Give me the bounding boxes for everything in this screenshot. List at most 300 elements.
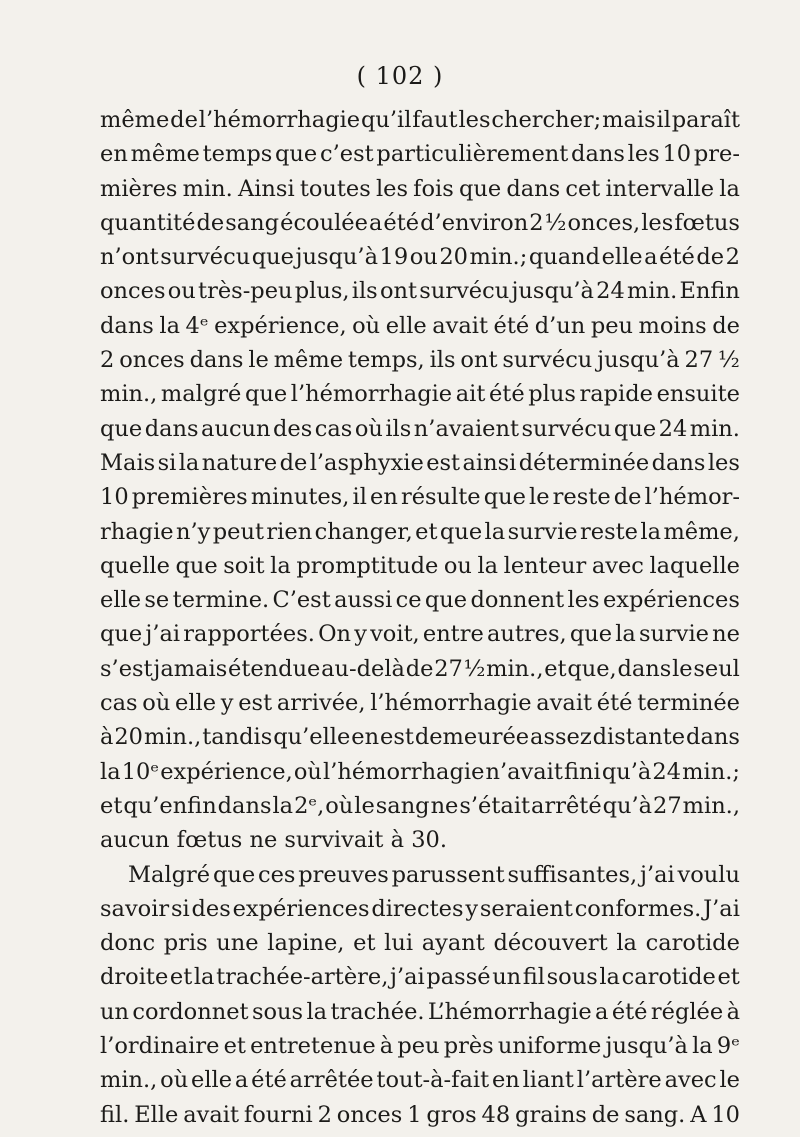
word: lenteur (503, 552, 587, 579)
word: ou (167, 278, 196, 305)
word: Enfin (679, 278, 740, 305)
word: fini (564, 758, 601, 785)
word: rapide (579, 381, 653, 408)
word: le (529, 484, 550, 511)
word: aucun (201, 415, 271, 442)
word: ou (443, 552, 472, 579)
word: la (616, 930, 637, 957)
word: min. (689, 415, 740, 442)
word: onces (119, 347, 185, 374)
text-line (100, 480, 740, 514)
word: arrivée, (276, 690, 366, 717)
text-line (100, 995, 740, 1029)
word: elle (601, 244, 643, 271)
word: été (251, 1067, 287, 1094)
word: de (170, 107, 198, 133)
word: onces, (567, 209, 641, 236)
word: survie (507, 518, 578, 545)
word: c’est (320, 141, 374, 168)
word: 10 (711, 1101, 740, 1128)
word: près (443, 1033, 494, 1060)
word: changer, (314, 518, 413, 545)
word: de (696, 244, 725, 271)
word: j’ai (145, 621, 181, 648)
word: si (170, 895, 190, 922)
word: l’hémorrhagie (290, 381, 453, 408)
word: trachée-artère, (216, 964, 389, 991)
word: où (352, 312, 381, 339)
word: même (100, 107, 170, 133)
word: que (251, 244, 294, 271)
word: ont (379, 278, 418, 305)
word: réglée (650, 998, 724, 1025)
word: ensuite (656, 381, 740, 408)
text-line (100, 755, 740, 789)
word: toutes (299, 175, 371, 202)
word: dans (686, 724, 740, 751)
word: la (477, 552, 499, 579)
word: l’asphyxie (309, 449, 424, 476)
word: d’environ (420, 209, 529, 236)
word: à (100, 724, 114, 751)
word: y (220, 690, 234, 717)
word: où (354, 415, 383, 442)
word: est (238, 690, 273, 717)
word: ait (455, 381, 486, 408)
word: ils (429, 347, 456, 374)
word: assez (530, 724, 592, 751)
text-line (100, 206, 740, 240)
word: 20 (439, 244, 468, 271)
word: terminée (637, 690, 740, 717)
word: Mais (100, 449, 156, 476)
word: déterminée (518, 449, 650, 476)
word: rhagie (100, 518, 174, 545)
word: l’hémorrhagie (370, 690, 532, 717)
word: y (354, 621, 367, 648)
word: a (644, 244, 658, 271)
word: donc (100, 930, 156, 957)
word: de (613, 484, 642, 511)
word: les (567, 587, 600, 614)
word: qu’elle (273, 724, 351, 751)
word: les (458, 107, 491, 133)
word: un (492, 964, 522, 991)
word: sang. (624, 1101, 686, 1128)
word: même (273, 347, 344, 374)
word: dans (144, 415, 199, 442)
word: ½ (718, 347, 740, 374)
word: rapportées. (183, 621, 315, 648)
word: 2 (725, 244, 740, 271)
word: arrêté (531, 792, 602, 819)
word: autres, (486, 621, 567, 648)
word: que (275, 141, 318, 168)
word: qu’à (602, 792, 653, 819)
word: et (717, 964, 740, 991)
word: sous (251, 998, 304, 1025)
word: lui (384, 930, 414, 957)
word: sous (546, 964, 598, 991)
word: plus, (294, 278, 350, 305)
word: été (493, 312, 530, 339)
word: 1 (407, 1101, 422, 1128)
word: étendue (228, 655, 321, 682)
word: particulièrement (376, 141, 569, 168)
word: peut (212, 518, 265, 545)
word: au-delà (321, 655, 405, 682)
word: reste (580, 518, 638, 545)
word: en (370, 484, 398, 511)
word: l’hémor- (644, 484, 740, 511)
text-line (100, 309, 740, 343)
text-line (100, 412, 740, 446)
word: la (178, 449, 200, 476)
text-line (100, 446, 740, 480)
word: est (380, 724, 414, 751)
word: été (611, 998, 648, 1025)
word: que (100, 415, 143, 442)
word: temps, (347, 347, 425, 374)
word: min., (100, 381, 158, 408)
word: avec (664, 1067, 717, 1094)
word: 10ᵉ (121, 758, 160, 785)
word: cet (565, 175, 601, 202)
word: résulte (400, 484, 481, 511)
word: la (193, 964, 215, 991)
word: ces (257, 861, 296, 888)
word: et (415, 518, 438, 545)
word: seraient (479, 895, 573, 922)
word: que (613, 415, 657, 442)
word: que (439, 518, 483, 545)
word: expériences (232, 895, 370, 922)
word: été (488, 381, 525, 408)
word: jusqu’à (295, 244, 378, 271)
word: Malgré (128, 861, 211, 888)
word: 4ᵉ (185, 312, 209, 339)
word: le (672, 655, 693, 682)
word: a (368, 209, 383, 236)
word: n’avaient (413, 415, 520, 442)
word: d’un (534, 312, 586, 339)
word: paraît (671, 107, 740, 133)
word: qu’à (601, 758, 652, 785)
word: où (325, 792, 354, 819)
text-line (100, 1029, 740, 1063)
word: jamais (153, 655, 228, 682)
word: à (726, 998, 740, 1025)
text-line (100, 652, 740, 686)
word: 9ᵉ (716, 1033, 740, 1060)
word: min., (682, 792, 740, 819)
word: 2 (100, 347, 115, 374)
text-line (100, 103, 740, 137)
text-line (100, 172, 740, 206)
word: le (248, 347, 269, 374)
word: ayant (421, 930, 485, 957)
word: 27 (434, 655, 463, 682)
text-line (100, 583, 740, 617)
body-text (100, 103, 740, 1132)
word: dans (100, 312, 154, 339)
word: uniforme (497, 1033, 602, 1060)
word: tout-à-fait (376, 1067, 490, 1094)
word: 20 (114, 724, 143, 751)
word: temps (202, 141, 273, 168)
word: minutes, (250, 484, 350, 511)
word: que (175, 552, 218, 579)
word: n’ont (100, 244, 159, 271)
word: de (712, 312, 740, 339)
word: un (100, 998, 129, 1025)
text-line (100, 892, 740, 926)
word: y (465, 895, 479, 922)
word: et (169, 964, 193, 991)
word: cas (100, 690, 138, 717)
word: le (354, 792, 375, 819)
word: même, (663, 518, 740, 545)
word: fourni (243, 1101, 313, 1128)
word: min.; (469, 244, 528, 271)
text-line (100, 240, 740, 274)
word: ou (409, 244, 438, 271)
word: survécu (419, 278, 510, 305)
word: de (405, 655, 434, 682)
word: été (383, 209, 420, 236)
word: min., (143, 724, 202, 751)
word: 24 (596, 278, 625, 305)
text-line (100, 549, 740, 583)
word: ce (395, 587, 422, 614)
word: survie (638, 621, 710, 648)
word: même (130, 141, 200, 168)
word: malgré (160, 381, 242, 408)
word: seul (693, 655, 740, 682)
word: fil (522, 964, 545, 991)
word: On (318, 621, 352, 648)
word: promptitude (296, 552, 439, 579)
word: laquelle (649, 552, 740, 579)
word: 48 (481, 1101, 511, 1128)
word: qu’enfin (123, 792, 217, 819)
word: premières (131, 484, 248, 511)
word: ½ (544, 209, 567, 236)
word: quand (528, 244, 601, 271)
word: la (640, 518, 662, 545)
word: il (352, 484, 367, 511)
word: la (159, 312, 180, 339)
word: suffisantes, (507, 861, 638, 888)
word: grains (515, 1101, 587, 1128)
word: dans (651, 449, 706, 476)
word: sang (375, 792, 430, 819)
word: min., (100, 1067, 158, 1094)
word: 27 (684, 347, 714, 374)
word: reste (552, 484, 611, 511)
word: quantité (100, 209, 196, 236)
word: avait (536, 690, 593, 717)
word: 24 (652, 758, 682, 785)
word: des (273, 415, 313, 442)
word: moins (638, 312, 707, 339)
word: ½ (463, 655, 486, 682)
word: elle (385, 312, 427, 339)
word: j’ai (389, 964, 425, 991)
word: a (595, 998, 609, 1025)
word: cas (314, 415, 353, 442)
word: j’ai (639, 861, 675, 888)
text-line (100, 686, 740, 720)
word: survécu (521, 415, 612, 442)
page-number: ( 102 ) (356, 62, 444, 90)
word: 10 (100, 484, 129, 511)
word: que (569, 621, 613, 648)
word: où (293, 758, 322, 785)
word: très-peu (198, 278, 293, 305)
word: nature (201, 449, 278, 476)
word: dans (217, 792, 272, 819)
word: Ainsi (237, 175, 295, 202)
word: droite (100, 964, 169, 991)
word: Elle (134, 1101, 179, 1128)
word: écoulée (280, 209, 368, 236)
word: la (692, 1033, 713, 1060)
text-line (100, 789, 740, 823)
word: ne (712, 621, 740, 648)
word: entretenue (250, 1033, 376, 1060)
word: en (100, 141, 128, 168)
word: l’ordinaire (100, 1033, 220, 1060)
word: min.; (682, 758, 740, 785)
word: directes (371, 895, 464, 922)
word: min. (182, 175, 233, 202)
word: faut (412, 107, 458, 133)
word: ne (430, 792, 459, 819)
word: la (599, 964, 620, 991)
word: que (424, 587, 468, 614)
word: 19 (379, 244, 409, 271)
word: une (216, 930, 259, 957)
word: des (191, 895, 231, 922)
word: peu (590, 312, 634, 339)
word: jusqu’à (511, 278, 594, 305)
word: 2 (529, 209, 544, 236)
word: A (690, 1101, 707, 1128)
word: quelle (100, 552, 170, 579)
word: découvert (493, 930, 608, 957)
word: liant (522, 1067, 574, 1094)
word: fil. (100, 1101, 130, 1128)
word: jusqu’à (597, 347, 680, 374)
word: en (351, 724, 380, 751)
word: été (596, 690, 633, 717)
word: la (484, 518, 506, 545)
word: l’artère (576, 1067, 662, 1094)
text-line (100, 960, 740, 994)
word: le (719, 1067, 740, 1094)
word: pre- (693, 141, 740, 168)
word: la (306, 998, 328, 1025)
word: savoir (100, 895, 170, 922)
word: 2ᵉ, (294, 792, 325, 819)
word: voulu (677, 861, 740, 888)
word: jusqu’à (605, 1033, 688, 1060)
word: la (719, 175, 740, 202)
word: les (707, 449, 740, 476)
word: et (544, 655, 567, 682)
word: demeurée (414, 724, 530, 751)
word: aussi (334, 587, 393, 614)
word: elle (100, 587, 142, 614)
word: voit, (370, 621, 420, 648)
word: pris (163, 930, 208, 957)
word: onces (336, 1101, 403, 1128)
text-line (100, 377, 740, 411)
word: de (591, 1101, 620, 1128)
word: ont (460, 347, 498, 374)
word: carotide (645, 930, 740, 957)
word: si (157, 449, 177, 476)
word: elle (175, 690, 217, 717)
word: et (100, 792, 123, 819)
text-line (100, 1063, 740, 1097)
word: où (142, 690, 171, 717)
word: que (244, 381, 288, 408)
word: J’ai (703, 895, 740, 922)
word: 24 (658, 415, 688, 442)
word: que (212, 861, 256, 888)
word: fois (413, 175, 454, 202)
word: où (160, 1067, 189, 1094)
word: lapine, (267, 930, 345, 957)
word: 27 (653, 792, 682, 819)
text-line (100, 137, 740, 171)
word: à (379, 1033, 394, 1060)
word: termine. (172, 587, 270, 614)
word: distante (592, 724, 686, 751)
word: que, (567, 655, 617, 682)
word: parussent (391, 861, 505, 888)
word: onces (100, 278, 166, 305)
word: elle (191, 1067, 233, 1094)
word: de (279, 449, 308, 476)
word: les (627, 141, 660, 168)
word: carotide (621, 964, 716, 991)
word: se (144, 587, 170, 614)
word: que (483, 484, 526, 511)
word: les (375, 175, 409, 202)
word: mais (602, 107, 656, 133)
word: min., (486, 655, 544, 682)
text-line: aucun fœtus ne survivait à 30. (100, 827, 447, 854)
text-line (100, 343, 740, 377)
word: min. (627, 278, 678, 305)
word: expérience, (214, 312, 347, 339)
word: survécu (502, 347, 593, 374)
word: la (272, 792, 294, 819)
word: n’avait (485, 758, 563, 785)
word: la (100, 758, 121, 785)
text-line (100, 1098, 740, 1132)
word: n’y (175, 518, 211, 545)
word: soit (223, 552, 265, 579)
word: qu’il (360, 107, 412, 133)
word: dans (571, 141, 625, 168)
word: passé (426, 964, 491, 991)
word: conformes. (574, 895, 702, 922)
word: été (659, 244, 695, 271)
